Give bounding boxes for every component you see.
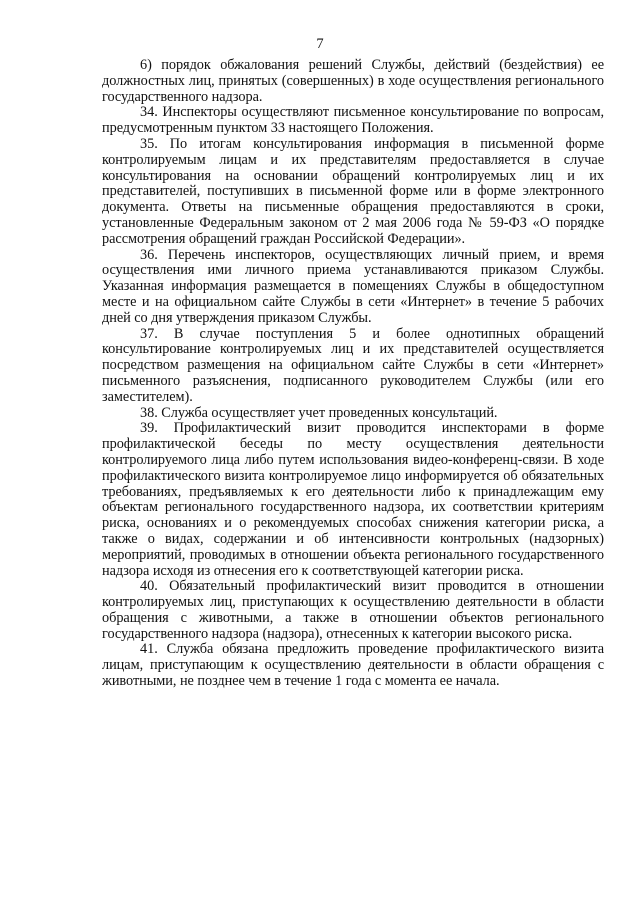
paragraph-36: 36. Перечень инспекторов, осуществляющих личный прием, и время осуществления ими личного приема устанавливаются приказом Службы. Указанная информация размещается в помещениях Службы в общедоступном месте и на официальном сайте Службы в сети «Интернет» в течение 5 рабочих дней со дня утверждения приказом Службы.: [102, 246, 604, 326]
paragraph-40: 40. Обязательный профилактический визит проводится в отношении контролируемых лиц, приступающих к осуществлению деятельности в области обращения с животными, а также в отношении объектов регионального государственного надзора (надзора), отнесенных к категории высокого риска.: [102, 578, 604, 642]
paragraph-38: 38. Служба осуществляет учет проведенных консультаций.: [140, 404, 498, 421]
paragraph-39: 39. Профилактический визит проводится инспекторами в форме профилактической беседы по месту осуществления деятельности контролируемого лица либо путем использования видео-конференц-связи. В ходе профилактического визита контролируемое лицо информируется об обязательных требованиях, предъявляемых к его деятельности либо к принадлежащим ему объектам регионального государственного надзора, их соответствии критериям риска, основаниях и о рекомендуемых способах снижения категории риска, а также о видах, содержании и об интенсивности контрольных (надзорных) мероприятий, проводимых в отношении объекта регионального государственного надзора исходя из отнесения его к соответствующей категории риска.: [102, 420, 604, 579]
paragraph-item-6: 6) порядок обжалования решений Службы, действий (бездействия) ее должностных лиц, принятых (совершенных) в ходе осуществления регионального государственного надзора.: [102, 57, 604, 105]
paragraph-35: 35. По итогам консультирования информация в письменной форме контролируемым лицам и их представителям предоставляется в случае консультирования на основании обращений контролируемых лиц и их представителей, поступивших в письменной форме или в форме электронного документа. Ответы на письменные обращения предоставляются в сроки, установленные Федеральным законом от 2 мая 2006 года № 59-ФЗ «О порядке рассмотрения обращений граждан Российской Федерации».: [102, 135, 604, 247]
paragraph-41: 41. Служба обязана предложить проведение профилактического визита лицам, приступающим к осуществлению деятельности в области обращения с животными, не позднее чем в течение 1 года с момента ее начала.: [102, 641, 604, 690]
page-number: 7: [316, 36, 324, 52]
document-body: [102, 58, 604, 690]
paragraph-37: 37. В случае поступления 5 и более однотипных обращений консультирование контролируемых лиц и их представителей осуществляется посредством размещения на официальном сайте Службы в сети «Интернет» письменного разъяснения, подписанного руководителем Службы (или его заместителем).: [102, 325, 604, 405]
paragraph-34: 34. Инспекторы осуществляют письменное консультирование по вопросам, предусмотренным пунктом 33 настоящего Положения.: [102, 104, 604, 137]
